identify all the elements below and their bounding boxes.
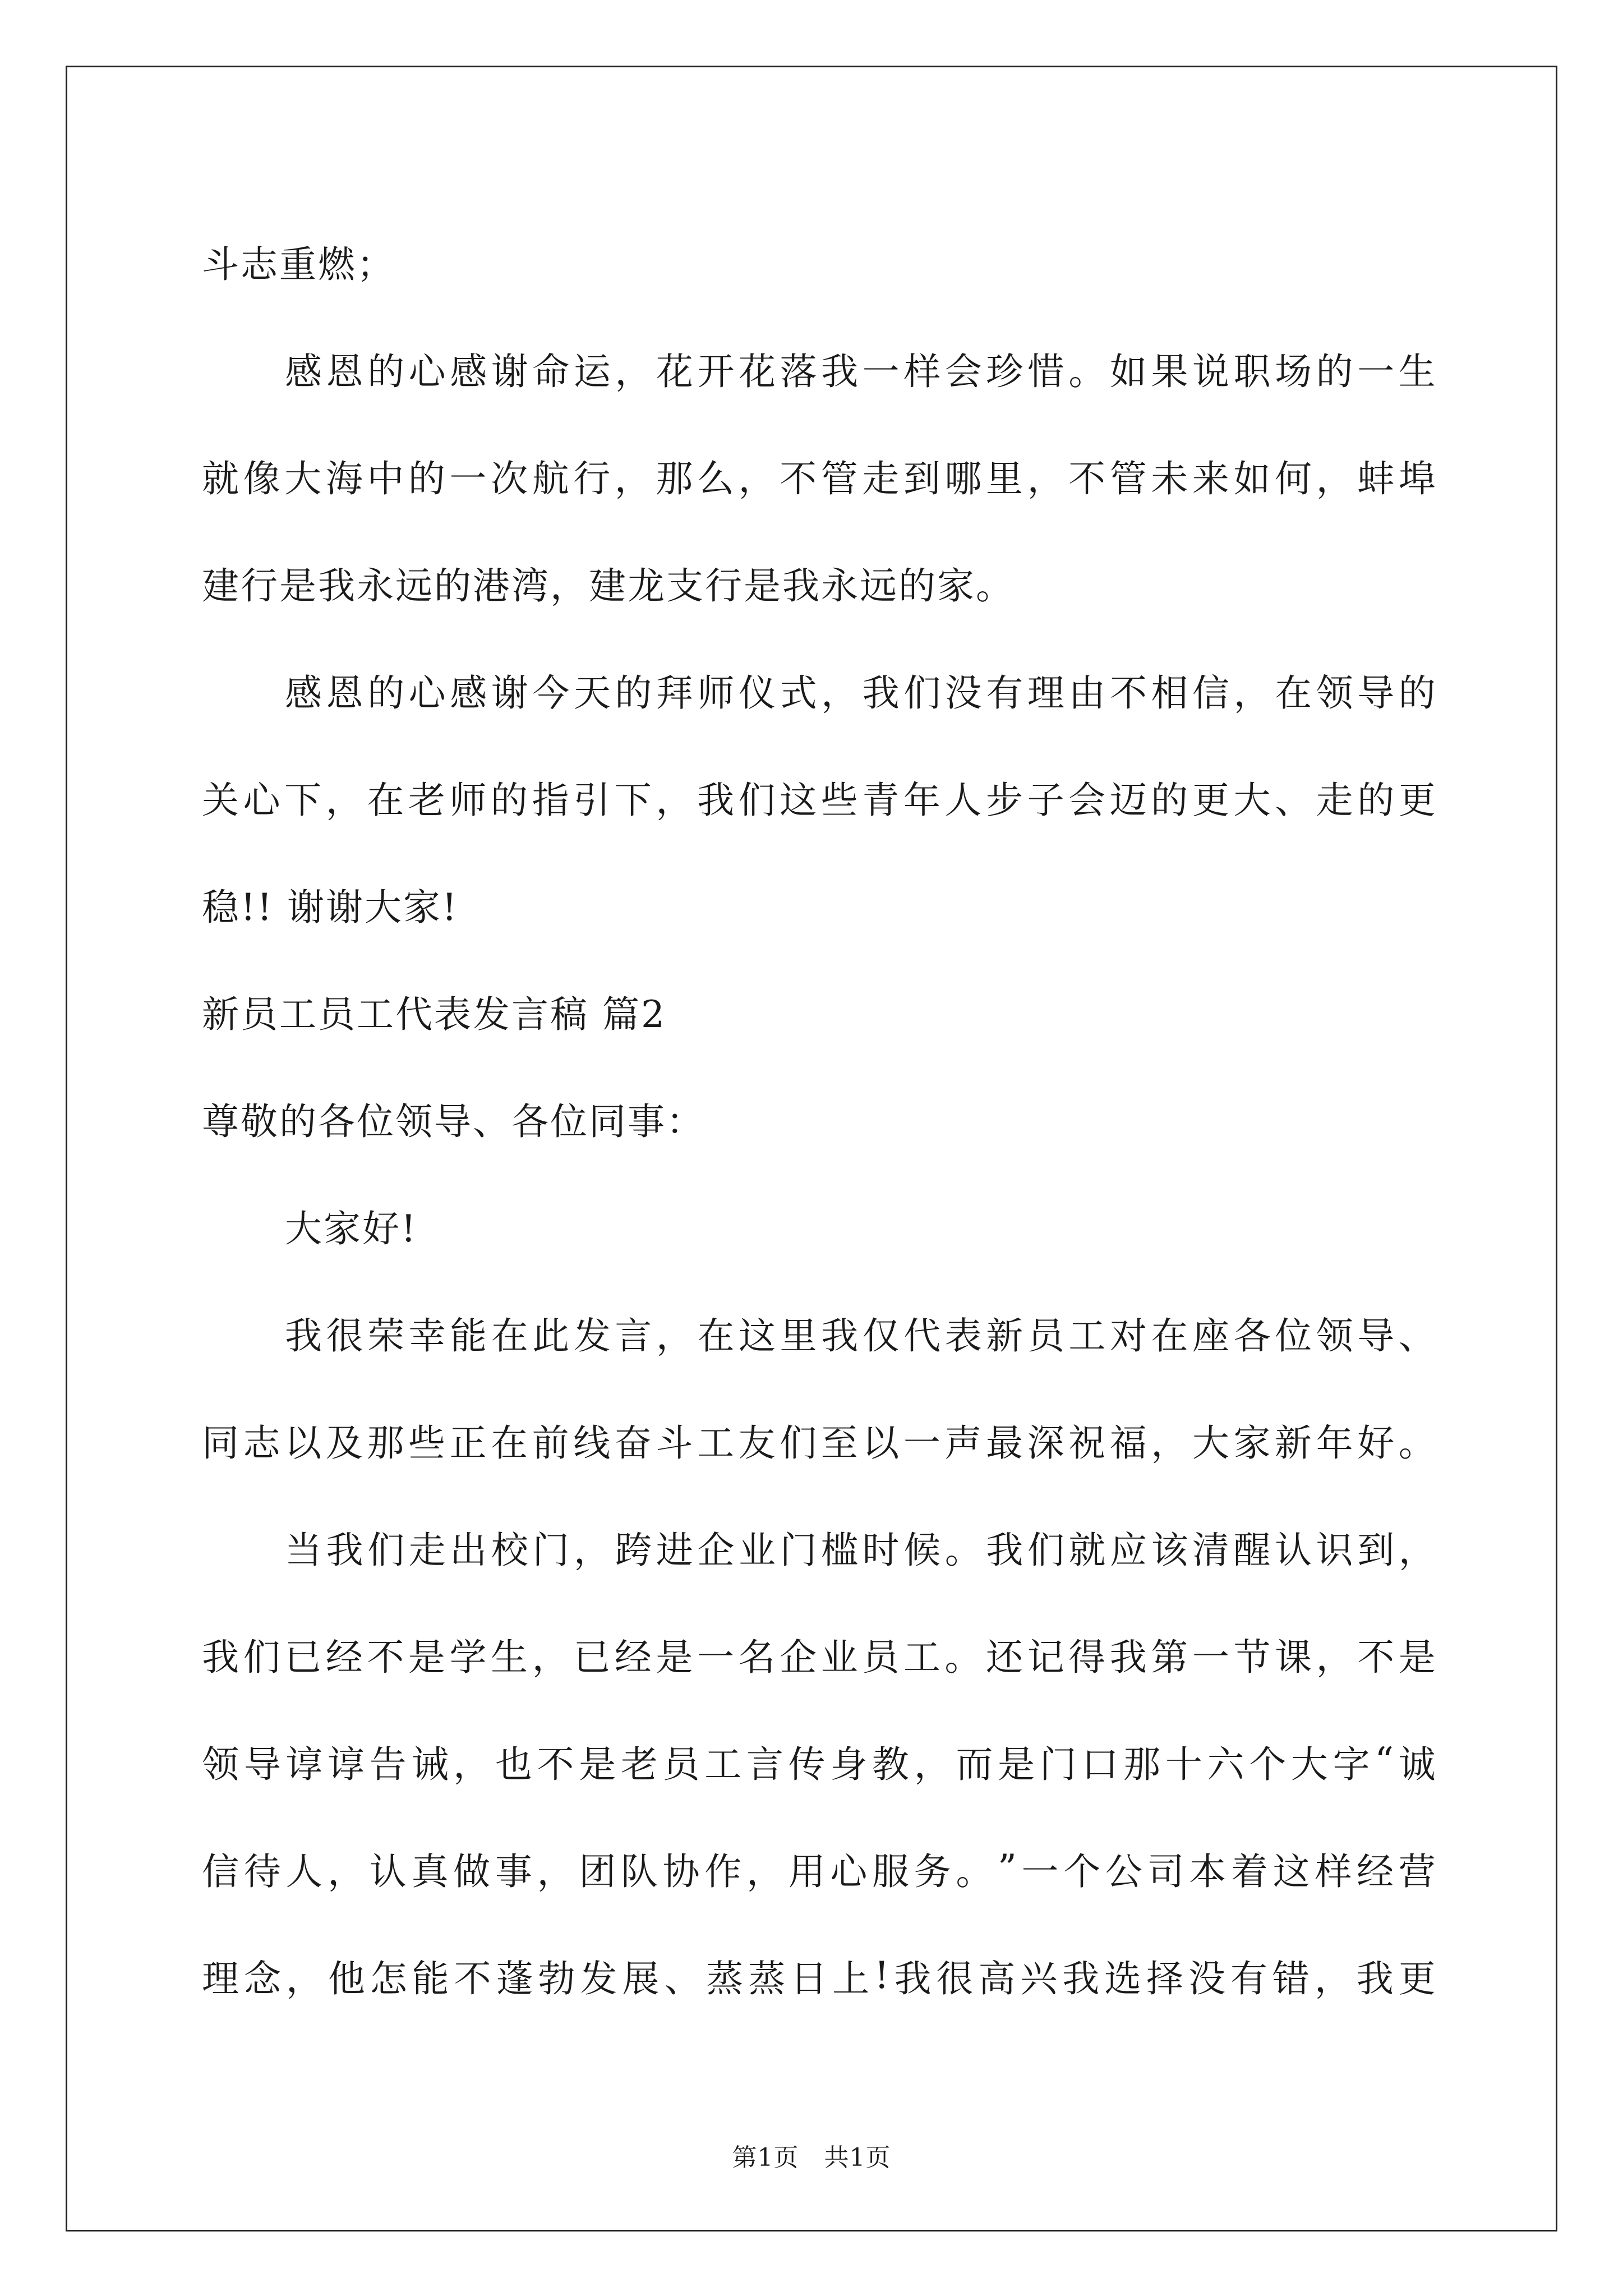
- text-line: 当 我 们 走 出 校 门 ， 跨 进 企 业 门 槛 时 候 。 我 们 就 应 该 清 醒 认 识 到 ，: [285, 1529, 1436, 1572]
- text-line: 新员工员工代表发言稿 篇2: [202, 993, 666, 1036]
- text-line: 领 导 谆 谆 告 诫 ， 也 不 是 老 员 工 言 传 身 教 ， 而 是 门 口 那 十 六 个 大 字 “ 诚: [202, 1740, 1436, 1786]
- text-line: 感 恩 的 心 感 谢 命 运 ， 花 开 花 落 我 一 样 会 珍 惜 。 如 果 说 职 场 的 一 生: [285, 350, 1436, 393]
- text-line: 信 待 人 ， 认 真 做 事 ， 团 队 协 作 ， 用 心 服 务 。 ” 一 个 公 司 本 着 这 样 经 营: [202, 1847, 1436, 1893]
- text-line: 感 恩 的 心 感 谢 今 天 的 拜 师 仪 式 ， 我 们 没 有 理 由 不 相 信 ， 在 领 导 的: [285, 671, 1436, 715]
- text-line: 大家好!: [285, 1207, 418, 1250]
- text-line: 稳!! 谢谢大家!: [202, 886, 459, 929]
- text-line: 我 很 荣 幸 能 在 此 发 言 ， 在 这 里 我 仅 代 表 新 员 工 对 在 座 各 位 领 导 、: [285, 1314, 1436, 1358]
- text-line: 斗志重燃；: [202, 243, 395, 286]
- text-line: 关 心 下 ， 在 老 师 的 指 引 下 ， 我 们 这 些 青 年 人 步 子 会 迈 的 更 大 、 走 的 更: [202, 779, 1436, 822]
- text-line: 理 念 ， 他 怎 能 不 蓬 勃 发 展 、 蒸 蒸 日 上 ! 我 很 高 兴 我 选 择 没 有 错 ， 我 更: [202, 1954, 1436, 2000]
- text-line: 我 们 已 经 不 是 学 生 ， 已 经 是 一 名 企 业 员 工 。 还 记 得 我 第 一 节 课 ， 不 是: [202, 1636, 1436, 1679]
- text-line: 尊敬的各位领导、各位同事：: [202, 1100, 705, 1143]
- document-body: [202, 208, 1436, 2029]
- text-line: 同 志 以 及 那 些 正 在 前 线 奋 斗 工 友 们 至 以 一 声 最 深 祝 福 ， 大 家 新 年 好 。: [202, 1421, 1436, 1465]
- text-line: 建行是我永远的港湾，建龙支行是我永远的家。: [202, 564, 1015, 608]
- text-line: 就 像 大 海 中 的 一 次 航 行 ， 那 么 ， 不 管 走 到 哪 里 ， 不 管 未 来 如 何 ， 蚌 埠: [202, 457, 1436, 500]
- page-footer: 第1页 共1页: [732, 2143, 891, 2172]
